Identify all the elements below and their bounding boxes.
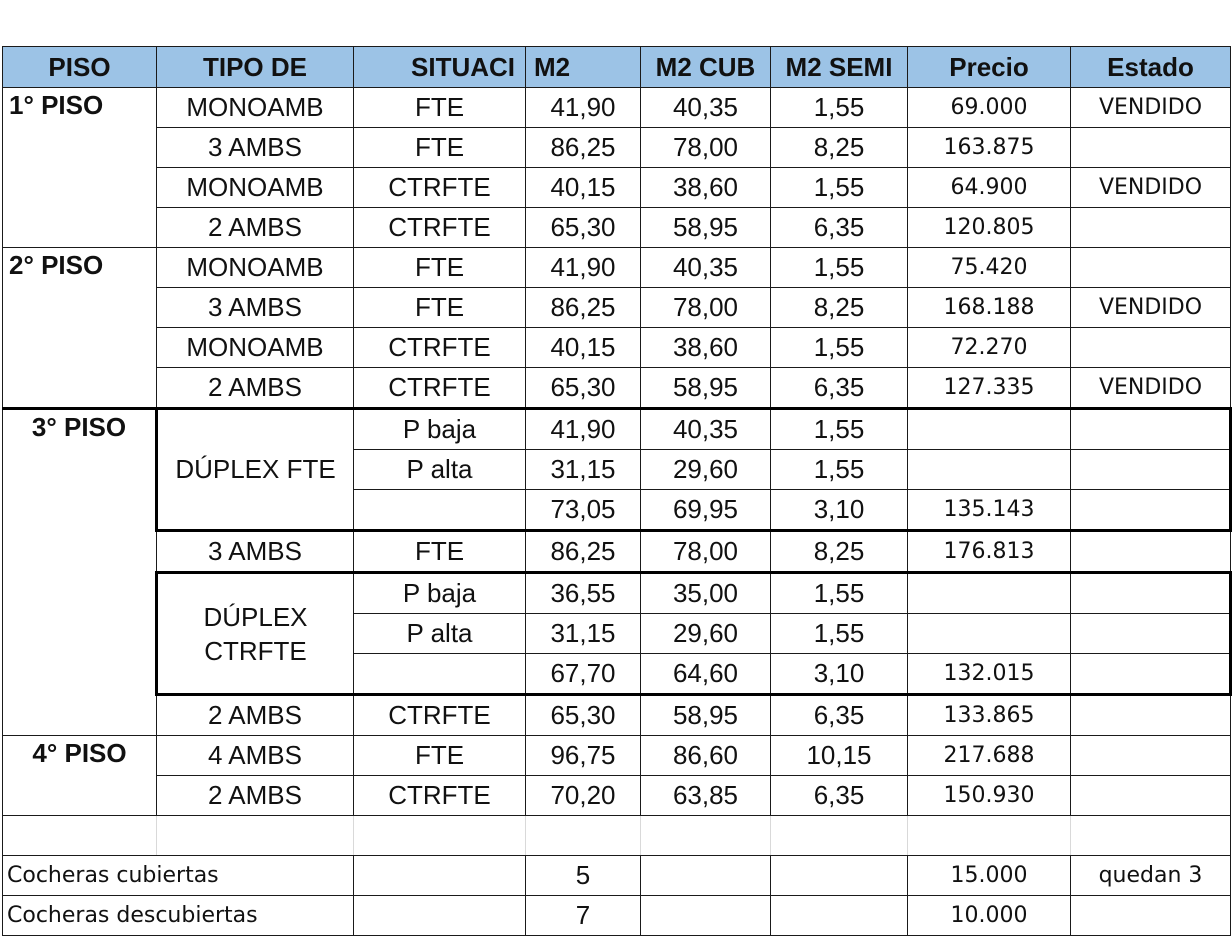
table-row <box>3 409 1231 450</box>
estado-cell: VENDIDO <box>1071 288 1231 328</box>
empty-cell <box>641 856 771 896</box>
tipo-cell: 3 AMBS <box>157 128 354 168</box>
m2-semi-cell: 1,55 <box>771 450 908 490</box>
price-table <box>2 46 1232 936</box>
situacion-cell: CTRFTE <box>354 328 526 368</box>
m2-cell: 41,90 <box>526 88 641 128</box>
m2-cell: 40,15 <box>526 168 641 208</box>
cocheras-label: Cocheras cubiertas <box>3 856 354 896</box>
table-row <box>3 208 1231 248</box>
m2-cub-cell: 69,95 <box>641 490 771 531</box>
empty-cell <box>771 816 908 856</box>
tipo-cell: 2 AMBS <box>157 368 354 409</box>
m2-semi-cell: 8,25 <box>771 288 908 328</box>
m2-cell: 31,15 <box>526 450 641 490</box>
m2-semi-cell: 6,35 <box>771 368 908 409</box>
table-row <box>3 531 1231 573</box>
m2-semi-cell: 1,55 <box>771 248 908 288</box>
floor-label: 3° PISO <box>3 409 157 736</box>
precio-cell: 150.930 <box>908 776 1071 816</box>
price-table-sheet <box>2 46 1232 936</box>
estado-cell <box>1071 654 1231 695</box>
empty-cell <box>771 896 908 936</box>
tipo-cell: MONOAMB <box>157 248 354 288</box>
table-row <box>3 776 1231 816</box>
m2-semi-cell: 1,55 <box>771 88 908 128</box>
header-m2-cub: M2 CUB <box>641 47 771 88</box>
header-piso: PISO <box>3 47 157 88</box>
m2-cell: 41,90 <box>526 248 641 288</box>
header-estado: Estado <box>1071 47 1231 88</box>
tipo-cell: DÚPLEX CTRFTE <box>157 573 354 695</box>
table-row <box>3 573 1231 614</box>
table-row <box>3 88 1231 128</box>
m2-semi-cell: 1,55 <box>771 573 908 614</box>
situacion-cell: P alta <box>354 614 526 654</box>
estado-cell: VENDIDO <box>1071 168 1231 208</box>
m2-cub-cell: 58,95 <box>641 368 771 409</box>
situacion-cell <box>354 490 526 531</box>
tipo-cell: 3 AMBS <box>157 288 354 328</box>
table-row <box>3 248 1231 288</box>
estado-cell: VENDIDO <box>1071 88 1231 128</box>
situacion-cell: FTE <box>354 531 526 573</box>
empty-cell <box>526 816 641 856</box>
cocheras-estado: quedan 3 <box>1071 856 1231 896</box>
situacion-cell: CTRFTE <box>354 776 526 816</box>
estado-cell <box>1071 490 1231 531</box>
estado-cell <box>1071 695 1231 736</box>
precio-cell: 163.875 <box>908 128 1071 168</box>
m2-cell: 70,20 <box>526 776 641 816</box>
precio-cell: 75.420 <box>908 248 1071 288</box>
precio-cell: 168.188 <box>908 288 1071 328</box>
floor-label: 2° PISO <box>3 248 157 409</box>
m2-cell: 86,25 <box>526 128 641 168</box>
m2-cub-cell: 35,00 <box>641 573 771 614</box>
situacion-cell: CTRFTE <box>354 208 526 248</box>
header-m2: M2 <box>526 47 641 88</box>
tipo-cell: 2 AMBS <box>157 776 354 816</box>
m2-semi-cell: 1,55 <box>771 614 908 654</box>
estado-cell <box>1071 614 1231 654</box>
m2-cub-cell: 86,60 <box>641 736 771 776</box>
estado-cell <box>1071 128 1231 168</box>
m2-cub-cell: 78,00 <box>641 128 771 168</box>
header-tipo: TIPO DE <box>157 47 354 88</box>
precio-cell <box>908 409 1071 450</box>
precio-cell: 132.015 <box>908 654 1071 695</box>
m2-semi-cell: 6,35 <box>771 208 908 248</box>
estado-cell <box>1071 248 1231 288</box>
table-row <box>3 168 1231 208</box>
m2-semi-cell: 1,55 <box>771 168 908 208</box>
cocheras-count: 5 <box>526 856 641 896</box>
m2-cell: 86,25 <box>526 531 641 573</box>
m2-cell: 96,75 <box>526 736 641 776</box>
m2-cell: 65,30 <box>526 208 641 248</box>
situacion-cell: P alta <box>354 450 526 490</box>
situacion-cell: FTE <box>354 248 526 288</box>
estado-cell <box>1071 328 1231 368</box>
header-m2-semi: M2 SEMI <box>771 47 908 88</box>
precio-cell: 72.270 <box>908 328 1071 368</box>
m2-cell: 67,70 <box>526 654 641 695</box>
cocheras-row <box>3 856 1231 896</box>
m2-cub-cell: 78,00 <box>641 531 771 573</box>
cocheras-precio: 15.000 <box>908 856 1071 896</box>
empty-cell <box>157 816 354 856</box>
estado-cell <box>1071 208 1231 248</box>
empty-cell <box>771 856 908 896</box>
table-row <box>3 288 1231 328</box>
m2-cub-cell: 78,00 <box>641 288 771 328</box>
m2-cub-cell: 63,85 <box>641 776 771 816</box>
m2-cub-cell: 29,60 <box>641 450 771 490</box>
cocheras-precio: 10.000 <box>908 896 1071 936</box>
m2-cub-cell: 29,60 <box>641 614 771 654</box>
m2-cell: 36,55 <box>526 573 641 614</box>
m2-cell: 40,15 <box>526 328 641 368</box>
situacion-cell: FTE <box>354 88 526 128</box>
situacion-cell: FTE <box>354 288 526 328</box>
m2-cell: 65,30 <box>526 695 641 736</box>
m2-cell: 65,30 <box>526 368 641 409</box>
empty-cell <box>354 856 526 896</box>
situacion-cell <box>354 654 526 695</box>
m2-cub-cell: 40,35 <box>641 409 771 450</box>
m2-cub-cell: 40,35 <box>641 88 771 128</box>
m2-cub-cell: 38,60 <box>641 328 771 368</box>
tipo-cell: 2 AMBS <box>157 208 354 248</box>
estado-cell <box>1071 531 1231 573</box>
m2-cub-cell: 58,95 <box>641 695 771 736</box>
tipo-cell: 2 AMBS <box>157 695 354 736</box>
situacion-cell: CTRFTE <box>354 695 526 736</box>
m2-cell: 86,25 <box>526 288 641 328</box>
table-row <box>3 328 1231 368</box>
precio-cell <box>908 450 1071 490</box>
m2-cell: 41,90 <box>526 409 641 450</box>
tipo-cell: 3 AMBS <box>157 531 354 573</box>
m2-cub-cell: 64,60 <box>641 654 771 695</box>
m2-semi-cell: 3,10 <box>771 490 908 531</box>
precio-cell: 133.865 <box>908 695 1071 736</box>
estado-cell <box>1071 776 1231 816</box>
m2-semi-cell: 8,25 <box>771 128 908 168</box>
precio-cell: 135.143 <box>908 490 1071 531</box>
empty-row <box>3 816 1231 856</box>
precio-cell: 64.900 <box>908 168 1071 208</box>
empty-cell <box>354 816 526 856</box>
m2-semi-cell: 6,35 <box>771 695 908 736</box>
cocheras-label: Cocheras descubiertas <box>3 896 354 936</box>
floor-label: 1° PISO <box>3 88 157 248</box>
situacion-cell: P baja <box>354 573 526 614</box>
precio-cell: 127.335 <box>908 368 1071 409</box>
precio-cell: 176.813 <box>908 531 1071 573</box>
m2-cell: 31,15 <box>526 614 641 654</box>
m2-cub-cell: 40,35 <box>641 248 771 288</box>
situacion-cell: CTRFTE <box>354 368 526 409</box>
m2-semi-cell: 6,35 <box>771 776 908 816</box>
m2-semi-cell: 1,55 <box>771 409 908 450</box>
tipo-cell: 4 AMBS <box>157 736 354 776</box>
m2-semi-cell: 3,10 <box>771 654 908 695</box>
table-row <box>3 695 1231 736</box>
precio-cell: 217.688 <box>908 736 1071 776</box>
header-situacion: SITUACI <box>354 47 526 88</box>
situacion-cell: FTE <box>354 128 526 168</box>
m2-semi-cell: 10,15 <box>771 736 908 776</box>
empty-cell <box>354 896 526 936</box>
m2-cell: 73,05 <box>526 490 641 531</box>
tipo-cell: MONOAMB <box>157 328 354 368</box>
precio-cell: 69.000 <box>908 88 1071 128</box>
estado-cell: VENDIDO <box>1071 368 1231 409</box>
table-row <box>3 368 1231 409</box>
situacion-cell: FTE <box>354 736 526 776</box>
estado-cell <box>1071 736 1231 776</box>
header-precio: Precio <box>908 47 1071 88</box>
empty-cell <box>908 816 1071 856</box>
m2-semi-cell: 1,55 <box>771 328 908 368</box>
precio-cell <box>908 573 1071 614</box>
floor-label: 4° PISO <box>3 736 157 816</box>
m2-cub-cell: 38,60 <box>641 168 771 208</box>
cocheras-count: 7 <box>526 896 641 936</box>
empty-cell <box>3 816 157 856</box>
m2-semi-cell: 8,25 <box>771 531 908 573</box>
situacion-cell: CTRFTE <box>354 168 526 208</box>
m2-cub-cell: 58,95 <box>641 208 771 248</box>
precio-cell: 120.805 <box>908 208 1071 248</box>
empty-cell <box>1071 816 1231 856</box>
table-row <box>3 128 1231 168</box>
empty-cell <box>641 896 771 936</box>
tipo-cell: DÚPLEX FTE <box>157 409 354 531</box>
estado-cell <box>1071 450 1231 490</box>
tipo-cell: MONOAMB <box>157 88 354 128</box>
precio-cell <box>908 614 1071 654</box>
empty-cell <box>641 816 771 856</box>
situacion-cell: P baja <box>354 409 526 450</box>
tipo-cell: MONOAMB <box>157 168 354 208</box>
estado-cell <box>1071 409 1231 450</box>
header-row <box>3 47 1231 88</box>
cocheras-estado <box>1071 896 1231 936</box>
estado-cell <box>1071 573 1231 614</box>
table-row <box>3 736 1231 776</box>
cocheras-row <box>3 896 1231 936</box>
